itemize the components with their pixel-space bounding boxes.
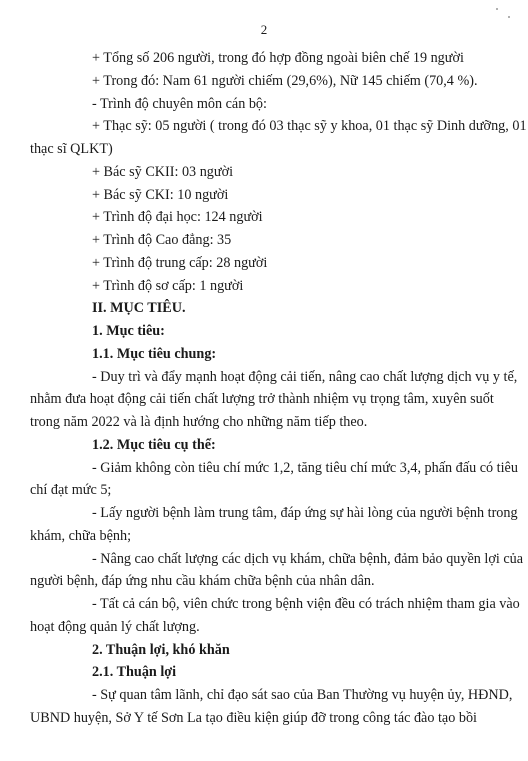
text-line: trong năm 2022 và là định hướng cho những năm tiếp theo. — [30, 414, 368, 430]
text-line: chí đạt mức 5; — [30, 482, 112, 499]
text-line: thạc sĩ QLKT) — [30, 141, 113, 157]
text-line: + Trình độ đại học: 124 người — [92, 209, 263, 226]
text-line: + Bác sỹ CKI: 10 người — [92, 186, 229, 203]
text-line: - Lấy người bệnh làm trung tâm, đáp ứng sự hài lòng của người bệnh trong — [92, 505, 518, 521]
text-line: + Thạc sỹ: 05 người ( trong đó 03 thạc sỹ y khoa, 01 thạc sỹ Dinh dưỡng, 01 — [92, 118, 527, 135]
subsection-heading: 2.1. Thuận lợi — [92, 664, 177, 681]
page-number: 2 — [260, 22, 268, 37]
section-heading: 1. Mục tiêu: — [92, 323, 165, 339]
text-line: người bệnh, đáp ứng nhu cầu khám chữa bệnh của nhân dân. — [30, 573, 375, 590]
text-line: + Trình độ Cao đẳng: 35 — [92, 232, 232, 248]
text-line: nhằm đưa hoạt động cải tiến chất lượng trở thành nhiệm vụ trọng tâm, xuyên suốt — [30, 391, 494, 408]
text-line: UBND huyện, Sở Y tế Sơn La tạo điều kiện giúp đỡ trong công tác đào tạo bồi — [30, 709, 478, 726]
text-line: + Tổng số 206 người, trong đó hợp đồng ngoài biên chế 19 người — [92, 50, 464, 66]
text-line: khám, chữa bệnh; — [30, 527, 132, 544]
text-line: + Trình độ trung cấp: 28 người — [92, 254, 268, 271]
text-line: hoạt động quản lý chất lượng. — [30, 618, 200, 635]
text-line: - Duy trì và đẩy mạnh hoạt động cải tiến, nâng cao chất lượng dịch vụ y tế, — [92, 368, 518, 385]
text-line: - Sự quan tâm lãnh, chỉ đạo sát sao của Ban Thường vụ huyện ủy, HĐND, — [92, 687, 513, 703]
scan-speck — [508, 16, 510, 18]
text-line: + Trình độ sơ cấp: 1 người — [92, 277, 244, 294]
subsection-heading: 1.1. Mục tiêu chung: — [92, 345, 217, 362]
text-line: - Tất cả cán bộ, viên chức trong bệnh viện đều có trách nhiệm tham gia vào — [92, 596, 520, 612]
text-line: - Trình độ chuyên môn cán bộ: — [92, 95, 267, 112]
text-line: - Giảm không còn tiêu chí mức 1,2, tăng tiêu chí mức 3,4, phấn đấu có tiêu — [92, 459, 518, 476]
subsection-heading: 1.2. Mục tiêu cụ thể: — [92, 436, 216, 453]
section-heading: II. MỤC TIÊU. — [92, 300, 186, 317]
text-line: - Nâng cao chất lượng các dịch vụ khám, chữa bệnh, đảm bảo quyền lợi của — [92, 550, 524, 567]
section-heading: 2. Thuận lợi, khó khăn — [92, 641, 230, 658]
text-line: + Trong đó: Nam 61 người chiếm (29,6%), Nữ 145 chiếm (70,4 %). — [92, 72, 478, 89]
text-line: + Bác sỹ CKII: 03 người — [92, 163, 234, 180]
scan-speck — [496, 8, 498, 10]
document-body — [30, 47, 527, 730]
